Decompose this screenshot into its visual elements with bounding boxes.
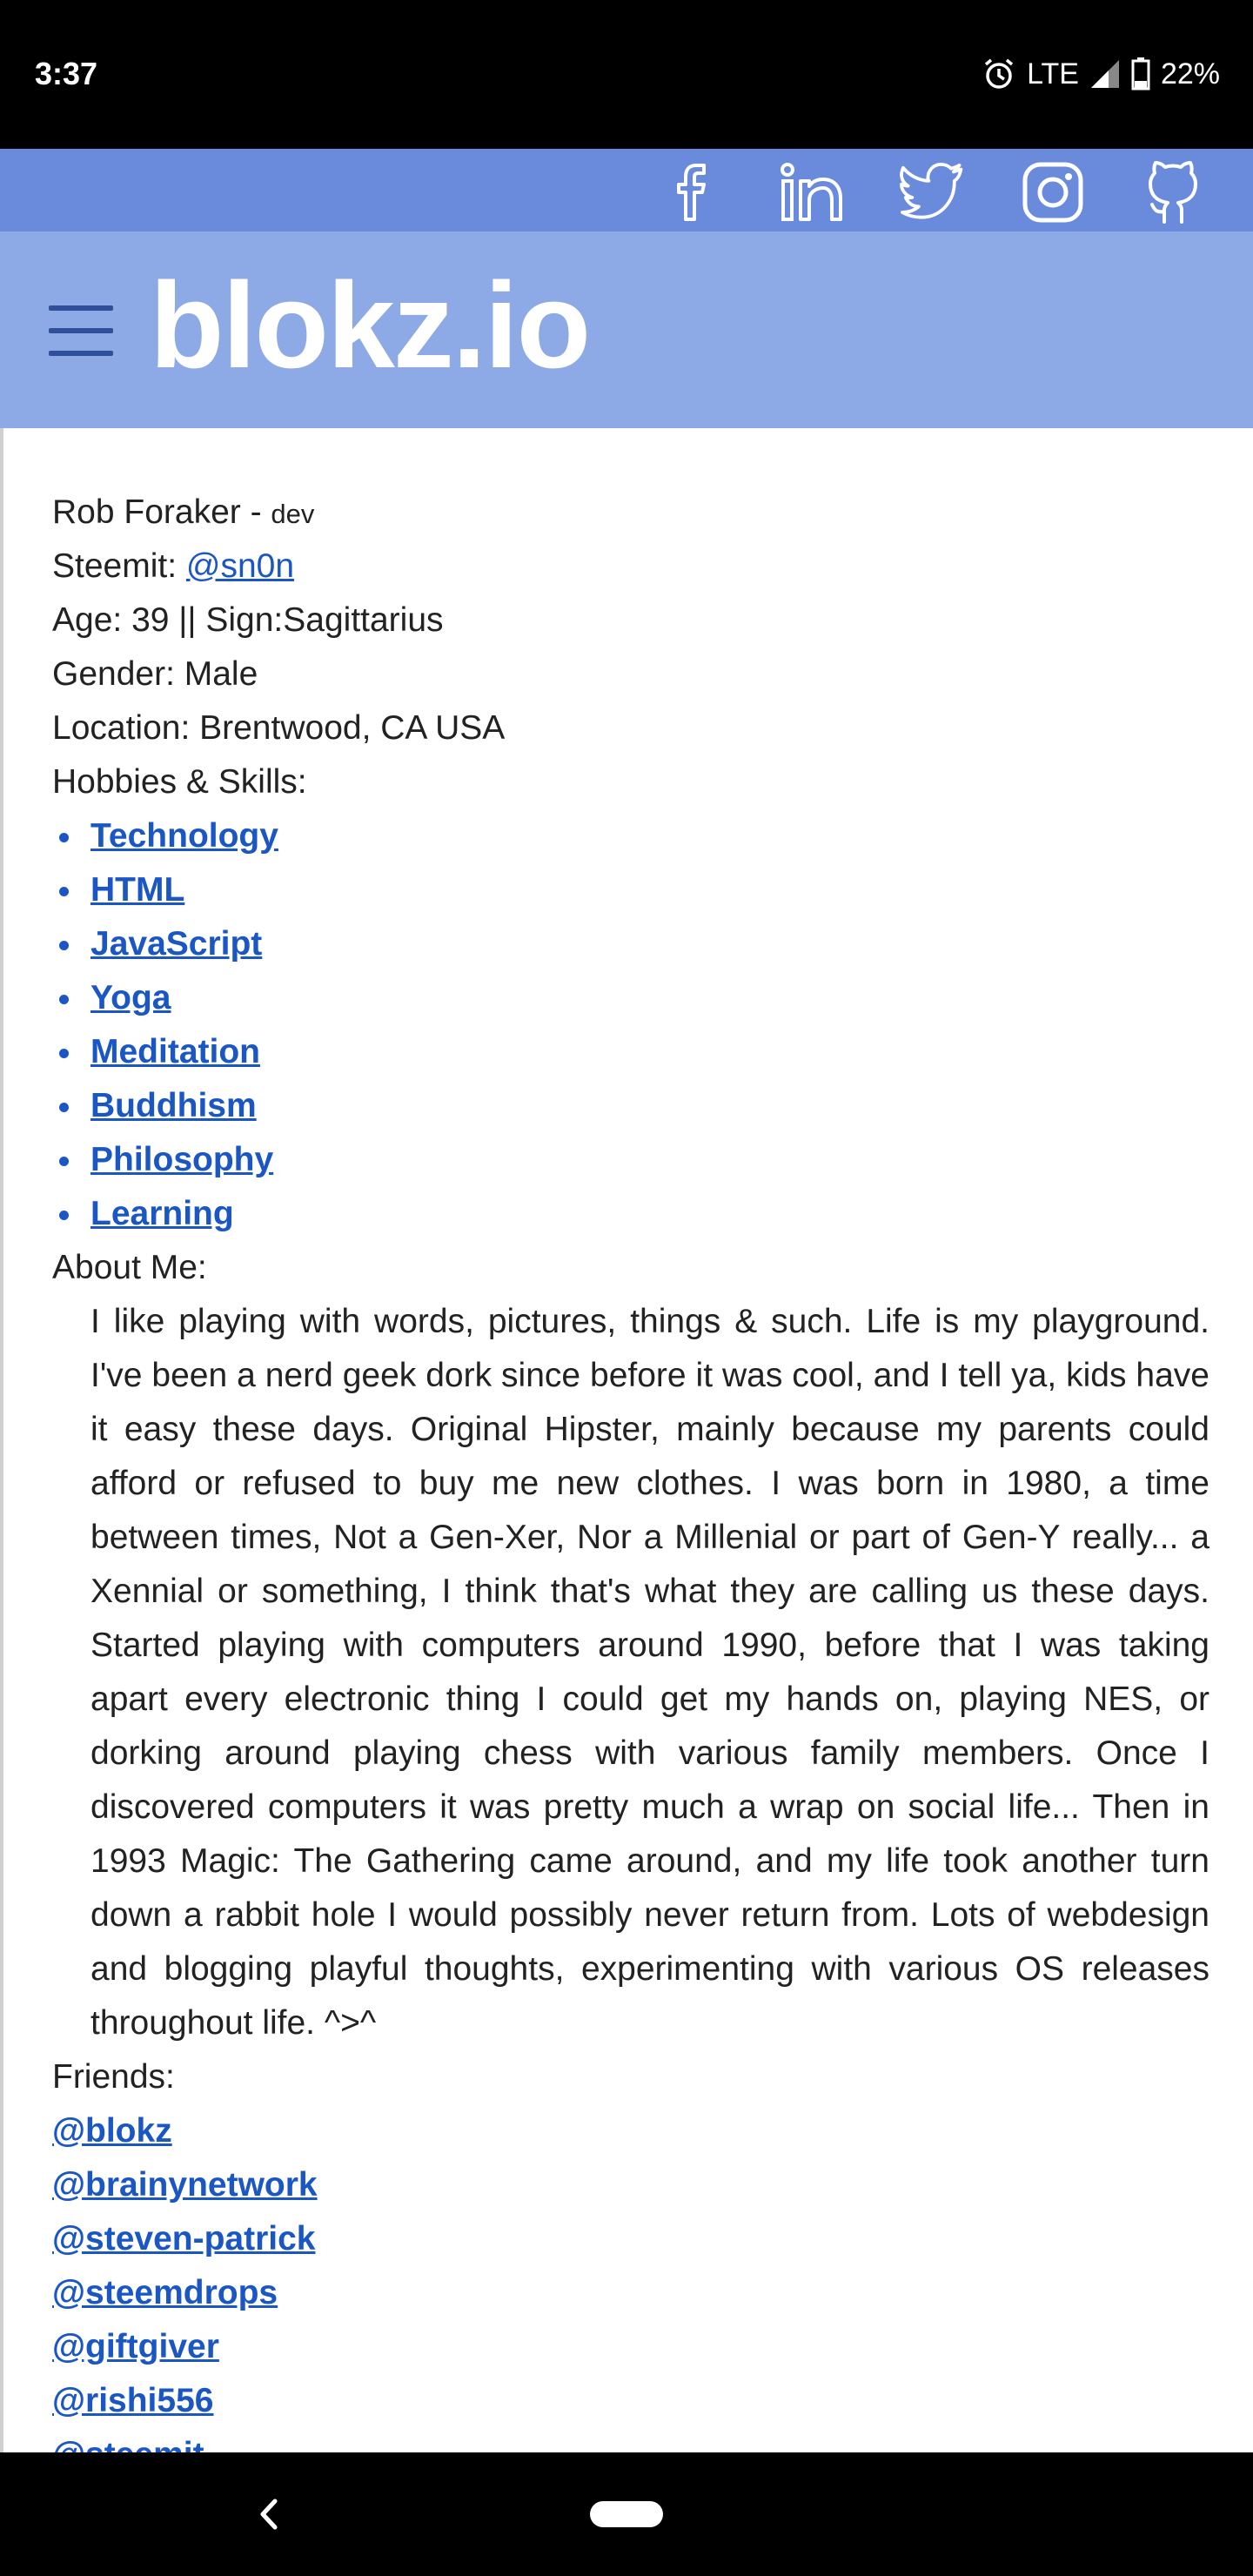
back-icon[interactable] bbox=[252, 2491, 284, 2538]
friend-link[interactable]: @brainynetwork bbox=[52, 2166, 318, 2204]
hobbies-list bbox=[52, 809, 1209, 1241]
profile-name-line bbox=[52, 486, 1209, 540]
profile-name: Rob Foraker bbox=[52, 493, 241, 531]
list-item bbox=[52, 1187, 1209, 1241]
friends-label: Friends: bbox=[52, 2058, 175, 2096]
list-item bbox=[52, 1025, 1209, 1079]
site-brand[interactable]: blokz.io bbox=[150, 257, 590, 393]
linkedin-icon[interactable] bbox=[780, 159, 846, 225]
list-item bbox=[52, 971, 1209, 1025]
steemit-line bbox=[52, 540, 1209, 594]
list-item bbox=[52, 1133, 1209, 1187]
hobby-link[interactable]: Yoga bbox=[90, 979, 171, 1016]
friend-link[interactable]: @steven-patrick bbox=[52, 2220, 316, 2257]
gender-line: Gender: Male bbox=[52, 655, 258, 693]
status-icons bbox=[982, 52, 1220, 96]
about-text: I like playing with words, pictures, things & such. Life is my playground. I've been a nerd geek dork since before it was cool, and I tell ya, kids have it easy these days. Original Hipster, mainly because my parents could afford or refused to buy me new clothes. I was born in 1980, a time between times, Not a Gen-Xer, Nor a Millenial or part of Gen-Y really... a Xennial or something, I think that's what they are calling us these days. Started playing with computers around 1990, before that I was taking apart every electronic thing I could get my hands on, playing NES, or dorking around playing chess with various family members. Once I discovered computers it was pretty much a wrap on social life... Then in 1993 Magic: The Gathering came around, and my life took another turn down a rabbit hole I would possibly never return from. Lots of webdesign and blogging playful thoughts, experimenting with various OS releases throughout life. ^>^ bbox=[90, 1303, 1209, 2042]
list-item bbox=[52, 809, 1209, 863]
about-label: About Me: bbox=[52, 1249, 207, 1286]
location-line: Location: Brentwood, CA USA bbox=[52, 709, 506, 747]
alarm-icon bbox=[982, 57, 1016, 91]
site-header bbox=[0, 231, 1253, 428]
hobby-link[interactable]: Philosophy bbox=[90, 1141, 274, 1178]
status-bar bbox=[0, 0, 1253, 149]
list-item bbox=[52, 1079, 1209, 1133]
status-time: 3:37 bbox=[35, 56, 98, 91]
twitter-icon[interactable] bbox=[900, 159, 966, 225]
battery-level: 22% bbox=[1160, 57, 1220, 91]
profile-role: dev bbox=[271, 499, 315, 529]
hobby-link[interactable]: Buddhism bbox=[90, 1087, 257, 1124]
name-separator: - bbox=[240, 493, 271, 531]
friend-link[interactable]: @giftgiver bbox=[52, 2328, 219, 2365]
home-pill-button[interactable] bbox=[590, 2501, 663, 2527]
friend-link[interactable]: @blokz bbox=[52, 2112, 172, 2150]
github-icon[interactable] bbox=[1140, 159, 1206, 225]
battery-icon bbox=[1131, 57, 1150, 91]
hobby-link[interactable]: Learning bbox=[90, 1195, 234, 1232]
instagram-icon[interactable] bbox=[1020, 159, 1086, 225]
steemit-handle-link[interactable]: @sn0n bbox=[185, 547, 295, 585]
list-item bbox=[52, 917, 1209, 971]
friend-link[interactable]: @steemdrops bbox=[52, 2274, 278, 2311]
hobbies-label: Hobbies & Skills: bbox=[52, 763, 307, 801]
hobby-link[interactable]: Technology bbox=[90, 817, 278, 855]
friend-link[interactable]: @rishi556 bbox=[52, 2382, 214, 2419]
hobby-link[interactable]: HTML bbox=[90, 871, 185, 909]
age-line: Age: 39 || Sign:Sagittarius bbox=[52, 601, 444, 639]
network-label: LTE bbox=[1027, 57, 1079, 91]
system-nav-bar bbox=[0, 2452, 1253, 2576]
signal-icon bbox=[1089, 58, 1121, 90]
list-item bbox=[52, 863, 1209, 917]
steemit-label: Steemit: bbox=[52, 547, 186, 585]
social-bar bbox=[0, 149, 1253, 231]
hobby-link[interactable]: Meditation bbox=[90, 1033, 260, 1070]
facebook-icon[interactable] bbox=[661, 159, 727, 225]
hamburger-menu-icon[interactable] bbox=[49, 305, 113, 356]
hobby-link[interactable]: JavaScript bbox=[90, 925, 263, 963]
friends-list bbox=[52, 2104, 1209, 2482]
profile-content bbox=[0, 428, 1253, 2452]
